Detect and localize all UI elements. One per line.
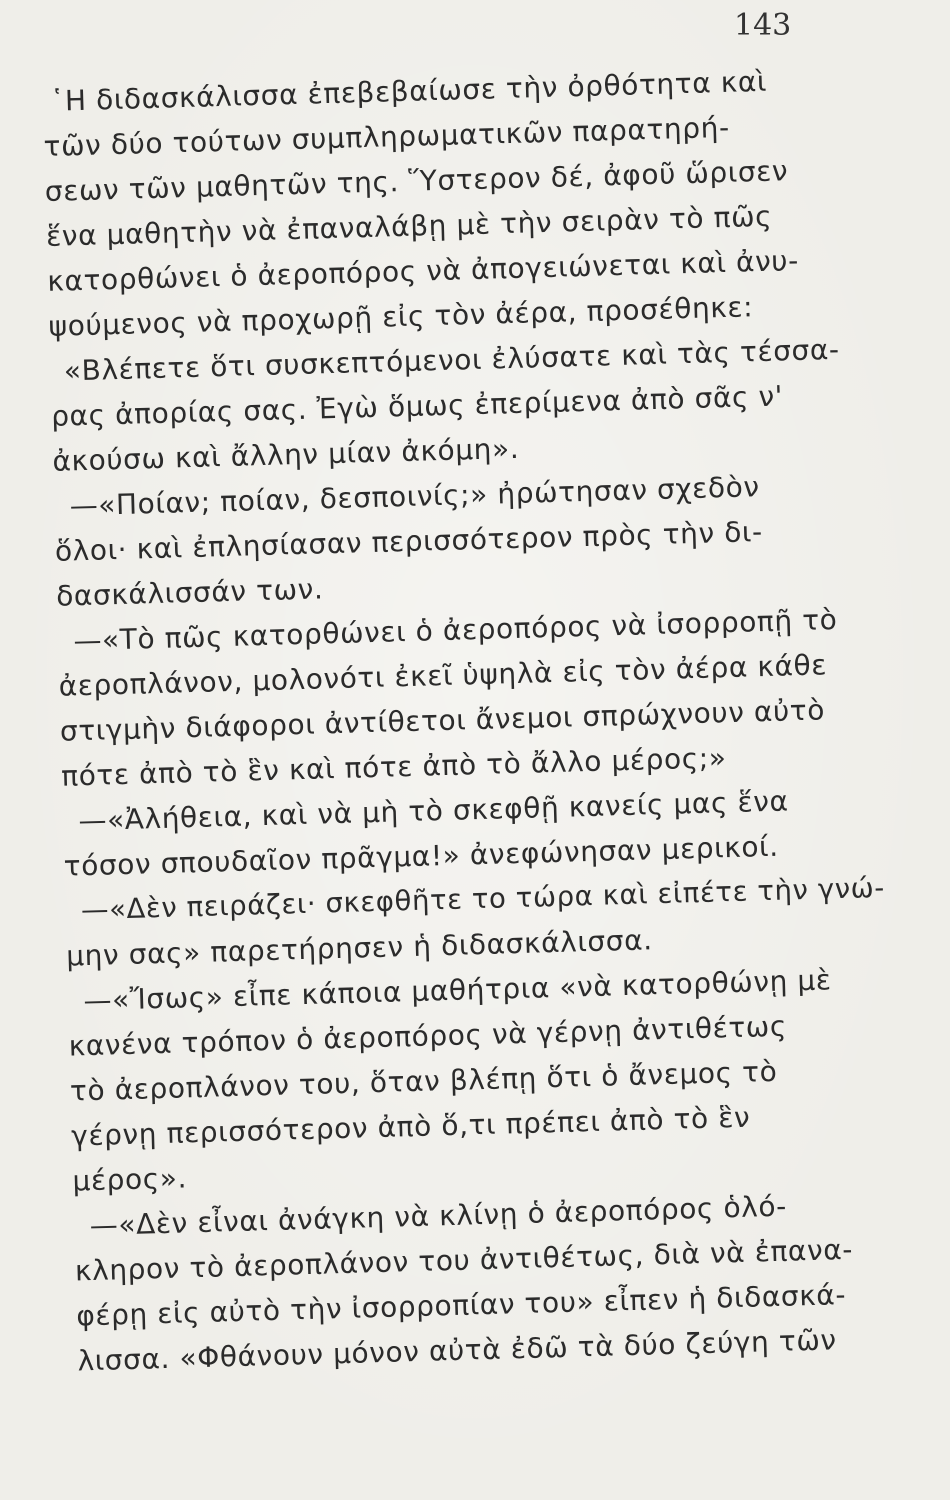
text-line: στιγμὴν διάφοροι ἀντίθετοι ἄνεμοι σπρώχνουν αὐτὸ: [59, 693, 826, 748]
text-line: τόσον σπουδαῖον πρᾶγμα!» ἀνεφώνησαν μερικοί.: [63, 829, 780, 883]
page-number: 143: [734, 8, 792, 43]
text-line: φέρῃ εἰς αὐτὸ τὴν ἰσορροπίαν του» εἶπεν ἡ διδασκά-: [75, 1278, 847, 1333]
text-line: κληρον τὸ ἀεροπλάνον του ἀντιθέτως, διὰ νὰ ἐπανα-: [74, 1232, 854, 1288]
text-line: δασκάλισσάν των.: [55, 572, 324, 613]
text-line: —«Δὲν εἶναι ἀνάγκη νὰ κλίνῃ ὁ ἀεροπόρος ὁλό-: [89, 1189, 788, 1243]
text-line: ψούμενος νὰ προχωρῇ εἰς τὸν ἀέρα, προσέθηκε:: [48, 290, 754, 343]
text-line: μην σας» παρετήρησεν ἡ διδασκάλισσα.: [65, 923, 654, 973]
text-line: μέρος».: [72, 1161, 188, 1198]
text-line: —«Ἀλήθεια, καὶ νὰ μὴ τὸ σκεφθῇ κανείς μας ἕνα: [78, 784, 789, 838]
text-line: «Βλέπετε ὅτι συσκεπτόμενοι ἐλύσατε καὶ τὰς τέσσα-: [63, 332, 841, 388]
text-line: —«Ἴσως» εἶπε κάποια μαθήτρια «νὰ κατορθώνῃ μὲ: [83, 963, 832, 1018]
text-line: —«Δὲν πειράζει· σκεφθῆτε το τώρα καὶ εἰπέτε τὴν γνώ-: [80, 871, 886, 927]
text-line: ὅλοι· καὶ ἐπλησίασαν περισσότερον πρὸς τὴν δι-: [54, 515, 764, 568]
text-line: ἀεροπλάνον, μολονότι ἐκεῖ ὑψηλὰ εἰς τὸν ἀέρα κάθε: [58, 648, 828, 703]
text-line: πότε ἀπὸ τὸ ἓν καὶ πότε ἀπὸ τὸ ἄλλο μέρος;»: [60, 741, 727, 793]
body-text: [42, 64, 892, 1378]
text-line: κατορθώνει ὁ ἀεροπόρος νὰ ἀπογειώνεται καὶ ἀνυ-: [46, 243, 800, 298]
text-line: —«Τὸ πῶς κατορθώνει ὁ ἀεροπόρος νὰ ἰσορροπῇ τὸ: [72, 603, 838, 658]
text-line: τὸ ἀεροπλάνον του, ὅταν βλέπῃ ὅτι ὁ ἄνεμος τὸ: [69, 1054, 778, 1108]
text-line: ἕνα μαθητὴν νὰ ἐπαναλάβῃ μὲ τὴν σειρὰν τὸ πῶς: [45, 199, 773, 253]
text-line: —«Ποίαν; ποίαν, δεσποινίς;» ἠρώτησαν σχεδὸν: [69, 470, 761, 523]
text-line: ἀκούσω καὶ ἄλλην μίαν ἀκόμη».: [51, 431, 520, 478]
text-line: λισσα. «Φθάνουν μόνον αὐτὰ ἐδῶ τὰ δύο ζεύγη τῶν: [77, 1323, 838, 1378]
text-line: τῶν δύο τούτων συμπληρωματικῶν παρατηρή-: [43, 110, 731, 163]
text-line: σεων τῶν μαθητῶν της. Ὕστερον δέ, ἀφοῦ ὥρισεν: [44, 154, 789, 208]
text-line: ῾Η διδασκάλισσα ἐπεβεβαίωσε τὴν ὀρθότητα καὶ: [49, 64, 768, 118]
text-line: ρας ἀπορίας σας. Ἐγὼ ὅμως ἐπερίμενα ἀπὸ σᾶς ν': [50, 379, 784, 433]
text-line: γέρνῃ περισσότερον ἀπὸ ὅ,τι πρέπει ἀπὸ τὸ ἓν: [70, 1100, 751, 1153]
text-line: κανένα τρόπον ὁ ἀεροπόρος νὰ γέρνῃ ἀντιθέτως: [68, 1009, 788, 1063]
